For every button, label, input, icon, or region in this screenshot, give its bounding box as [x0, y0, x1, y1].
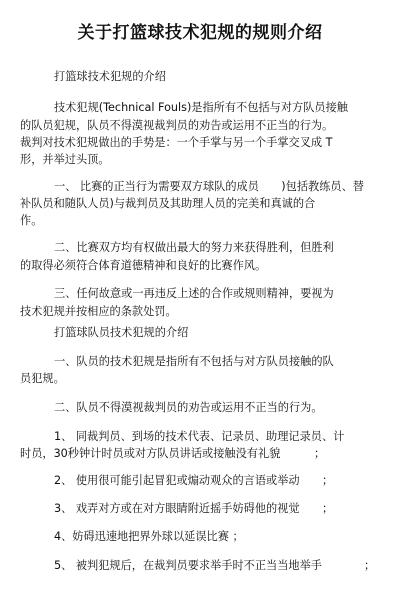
rule-three-line-1: 三、任何故意或一再违反上述的合作或规则精神，要视为	[54, 287, 334, 300]
definition-line-4: 形，并举过头顶。	[20, 153, 110, 166]
rule-three-line-2: 技术犯规并按相应的条款处罚。	[20, 305, 177, 318]
definition-line-3: 裁判对技术犯规做出的手势是：一个手掌与另一个手掌交叉成 T	[20, 136, 333, 149]
player-rule-one-line-2: 员犯规。	[20, 372, 65, 385]
list-item-1-line-1: 1、 同裁判员、到场的技术代表、记录员、助理记录员、计	[54, 430, 345, 443]
page-title: 关于打篮球技术犯规的规则介绍	[77, 23, 323, 43]
list-item-2-semicolon: ；	[322, 474, 334, 487]
section-heading-player-fouls: 打篮球队员技术犯规的介绍	[54, 326, 189, 339]
rule-one-line-3: 作。	[20, 214, 43, 227]
rule-two-line-2: 的取得必须符合体育道德精神和良好的比赛作风。	[20, 259, 267, 272]
rule-one-line-1: 一、 比赛的正当行为需要双方球队的成员 )包括教练员、替	[54, 180, 364, 193]
rule-one-line-2: 补队员和随队人员)与裁判员及其助理人员的完美和真诚的合	[20, 197, 316, 210]
list-item-3-semicolon: ；	[322, 502, 334, 515]
list-item-3: 3、 戏弄对方或在对方眼睛附近摇手妨碍他的视觉	[54, 502, 300, 515]
player-rule-two: 二、队员不得漠视裁判员的劝告或运用不正当的行为。	[54, 401, 323, 414]
list-item-5: 5、 被判犯规后，在裁判员要求举手时不正当当地举手	[54, 559, 322, 572]
list-item-5-semicolon: ；	[364, 559, 376, 572]
list-item-4: 4、妨碍迅速地把界外球以延误比赛 ；	[54, 530, 244, 543]
definition-line-2: 的队员犯规，队员不得漠视裁判员的劝告或运用不正当的行为。	[20, 119, 334, 132]
definition-line-1: 技术犯规(Technical Fouls)是指所有不包括与对方队员接触	[54, 101, 348, 114]
player-rule-one-line-1: 一、队员的技术犯规是指所有不包括与对方队员接触的队	[54, 355, 334, 368]
rule-two-line-1: 二、比赛双方均有权做出最大的努力来获得胜利，但胜利	[54, 241, 334, 254]
list-item-1-line-2: 时员，30秒钟计时员或对方队员讲话或接触没有礼貌	[20, 447, 281, 460]
section-heading-technical-fouls: 打篮球技术犯规的介绍	[54, 70, 166, 83]
list-item-2: 2、 使用很可能引起冒犯或煽动观众的言语或举动	[54, 474, 300, 487]
list-item-1-semicolon: ；	[314, 447, 326, 460]
